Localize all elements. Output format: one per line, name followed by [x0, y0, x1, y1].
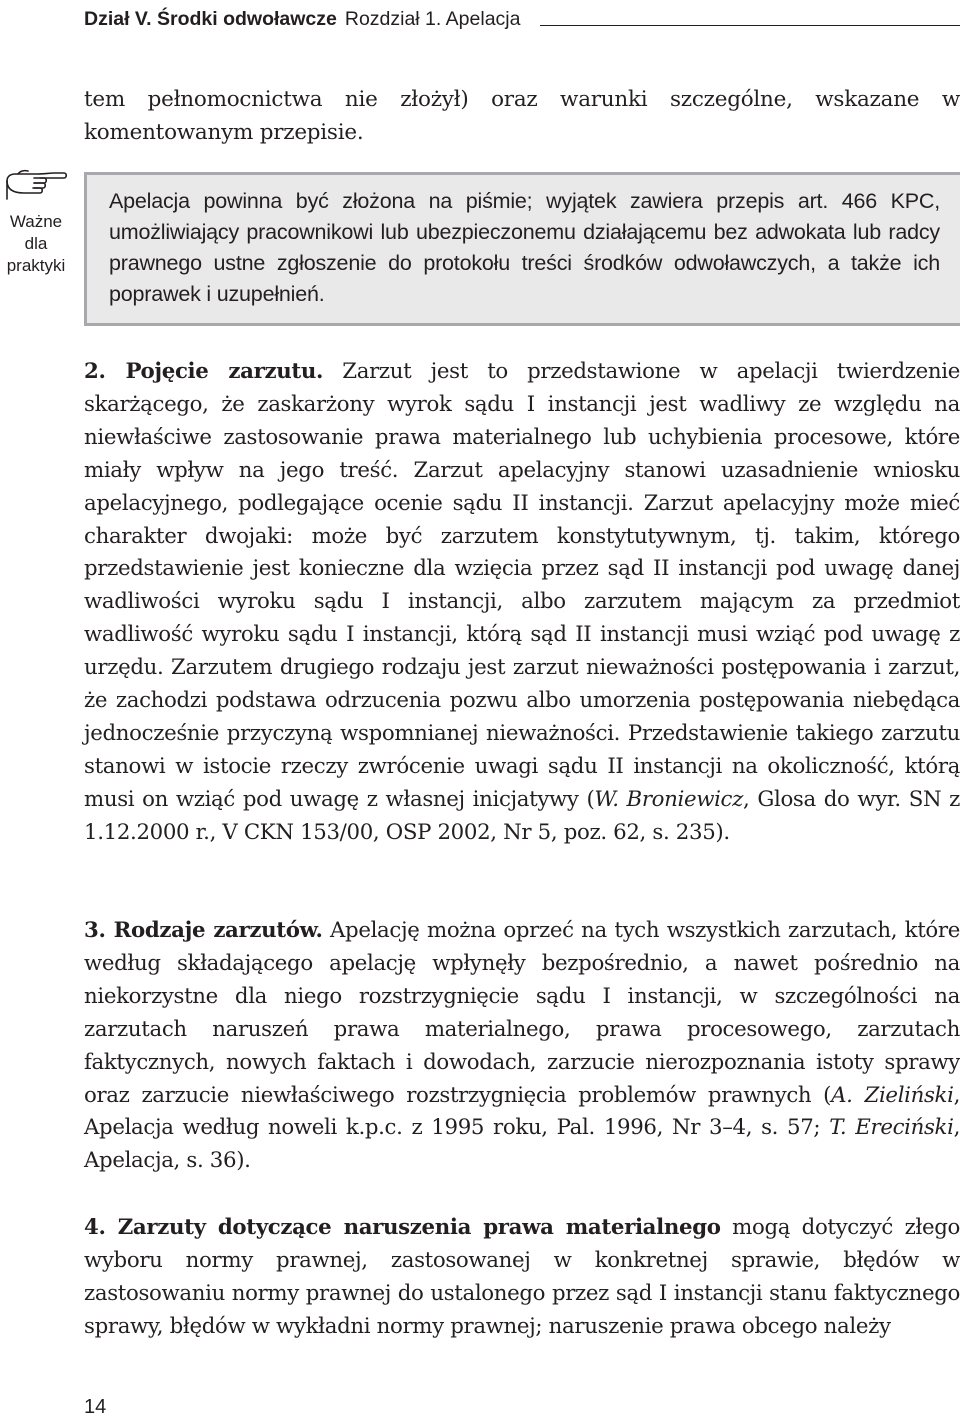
sidebar-label-line-3: praktyki: [6, 256, 66, 275]
section-4-heading: 4. Zarzuty dotyczące naruszenia prawa materialnego: [84, 1215, 721, 1240]
section-2-text-2: , Glosa do wyr. SN z 1.12.2000 r., V CKN 153/00, OSP 2002, Nr 5, poz. 62, s. 235).: [84, 786, 960, 845]
practice-note-box: [84, 172, 960, 326]
page-number: 14: [84, 1396, 107, 1418]
sidebar-note-marker: [0, 165, 72, 277]
section-4-paragraph: [84, 1212, 960, 1344]
running-header: [84, 4, 960, 34]
section-3-heading: 3. Rodzaje zarzutów.: [84, 918, 323, 943]
sidebar-label-line-2: dla: [24, 234, 48, 253]
sidebar-label-line-1: Ważne: [9, 212, 63, 231]
section-2-author: W. Broniewicz: [594, 786, 744, 812]
section-3-text-2: , Apelacja według noweli k.p.c. z 1995 roku, Pal. 1996, Nr 3–4, s. 57;: [84, 1082, 960, 1141]
section-3-author-2: T. Ereciński: [829, 1115, 954, 1141]
pointing-hand-icon: [4, 165, 68, 205]
header-division: Dział V. Środki odwoławcze: [84, 7, 337, 30]
section-3-paragraph: [84, 915, 960, 1178]
section-3-text-1: Apelację można oprzeć na tych wszystkich zarzutach, które według składającego apelację wpłynęły bezpośrednio, a nawet pośrednio na niekorzystne dla niego rozstrzygnięcie sądu I instancji, w szczególności na zarzutach naruszeń prawa materialnego, prawa procesowego, zarzutach faktycznych, nowych faktach i dowodach, zarzucie nierozpoznania istoty sprawy oraz zarzucie niewłaściwego rozstrzygnięcia problemów prawnych (: [84, 918, 960, 1108]
header-rule: [540, 25, 960, 26]
section-3-text-3: , Apelacja, s. 36).: [84, 1115, 960, 1174]
section-2-paragraph: [84, 356, 960, 850]
section-4-text: mogą dotyczyć złego wyboru normy prawnej, zastosowanej w konkretnej sprawie, błędów w zastosowaniu normy prawnej do ustalonego przez sąd I instancji stanu faktycznego sprawy, błędów w wykładni normy prawnej; naruszenie prawa obcego należy: [84, 1215, 960, 1339]
practice-note-text: Apelacja powinna być złożona na piśmie; wyjątek zawiera przepis art. 466 KPC, umożliwiający pracownikowi lub ubezpieczonemu działającemu bez adwokata lub radcy prawnego ustne zgłoszenie do protokołu treści środków odwoławczych, a także ich poprawek i uzupełnień.: [109, 189, 940, 306]
lead-paragraph: tem pełnomocnictwa nie złożył) oraz warunki szczególne, wskazane w komentowanym przepisie.: [84, 87, 960, 145]
section-2-heading: 2. Pojęcie zarzutu.: [84, 359, 324, 384]
section-2-text-1: Zarzut jest to przedstawione w apelacji twierdzenie skarżącego, że zaskarżony wyrok sądu I instancji jest wadliwy ze względu na niewłaściwe zastosowanie prawa materialnego lub uchybienia procesowe, które miały wpływ na jego treść. Zarzut apelacyjny stanowi uzasadnienie wniosku apelacyjnego, podlegające ocenie sądu II instancji. Zarzut apelacyjny może mieć charakter dwojaki: może być zarzutem konstytutywnym, tj. takim, którego przedstawienie jest konieczne dla wzięcia przez sąd II instancji pod uwagę danej wadliwości wyroku sądu I instancji, albo zarzutem mającym za przedmiot wadliwość wyroku sądu I instancji, którą sąd II instancji musi wziąć pod uwagę z urzędu. Zarzutem drugiego rodzaju jest zarzut nieważności postępowania i zarzut, że zachodzi podstawa odrzucenia pozwu albo umorzenia postępowania niebędąca jednocześnie przyczyną wspomnianej nieważności. Przedstawienie takiego zarzutu stanowi w istocie rzeczy zwrócenie uwagi sądu II instancji na okoliczność, którą musi on wziąć pod uwagę z własnej inicjatywy (: [84, 359, 960, 812]
header-chapter: Rozdział 1. Apelacja: [344, 7, 521, 30]
section-3-author-1: A. Zieliński: [831, 1082, 954, 1108]
